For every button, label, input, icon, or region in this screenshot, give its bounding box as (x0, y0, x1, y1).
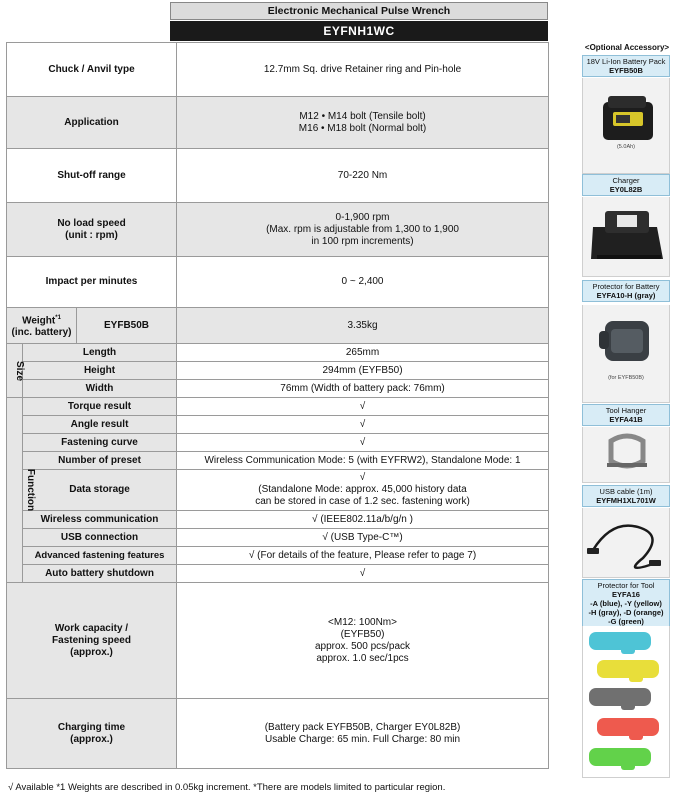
width-label: Width (23, 380, 177, 398)
row-advanced (7, 547, 549, 565)
autooff-value: √ (177, 565, 549, 583)
row-torque (7, 398, 549, 416)
height-label: Height (23, 362, 177, 380)
angle-value: √ (177, 416, 549, 434)
protector-orange (597, 718, 659, 740)
length-label: Length (23, 344, 177, 362)
row-usb (7, 529, 549, 547)
protector-battery-image (582, 305, 670, 403)
accessory-hanger-header (582, 404, 670, 426)
application-line2: M16 • M18 bolt (Normal bolt) (298, 122, 427, 134)
hanger-image (582, 427, 670, 483)
noload-label2: (unit : rpm) (65, 229, 118, 241)
charging-label2: (approx.) (70, 733, 113, 745)
wireless-value: √ (IEEE802.11a/b/g/n ) (177, 511, 549, 529)
length-value: 265mm (177, 344, 549, 362)
spec-table (6, 42, 549, 769)
work-label (7, 583, 177, 699)
row-weight (7, 308, 549, 344)
storage-label: Data storage (23, 470, 177, 511)
footer-note: √ Available *1 Weights are described in 0.05kg increment. *There are models limited to particular region. (8, 782, 446, 793)
charger-icon (583, 197, 671, 277)
torque-label: Torque result (23, 398, 177, 416)
work-line1: <M12: 100Nm> (328, 616, 397, 628)
row-angle (7, 416, 549, 434)
row-charging (7, 699, 549, 769)
shutoff-value: 70-220 Nm (177, 149, 549, 203)
width-value: 76mm (Width of battery pack: 76mm) (177, 380, 549, 398)
protector-battery-caption: (for EYFB50B) (608, 375, 644, 381)
accessory-usb-header (582, 485, 670, 507)
row-storage (7, 470, 549, 511)
application-label: Application (7, 97, 177, 149)
row-shutoff (7, 149, 549, 203)
storage-value (177, 470, 549, 511)
protector-gray (589, 688, 651, 710)
protector-tool-name: Protector for Tool (597, 581, 655, 590)
protector-tool-image (582, 626, 670, 778)
accessory-charger-header (582, 174, 670, 196)
charger-name: Charger (612, 176, 640, 185)
advanced-value: √ (For details of the feature, Please refer to page 7) (177, 547, 549, 565)
noload-line3: in 100 rpm increments) (311, 235, 414, 247)
weight-label-text: Weight (22, 315, 56, 327)
accessory-battery-header (582, 55, 670, 77)
battery-code: EYFB50B (609, 66, 643, 75)
preset-value: Wireless Communication Mode: 5 (with EYFRW2), Standalone Mode: 1 (177, 452, 549, 470)
charging-line1: (Battery pack EYFB50B, Charger EY0L82B) (264, 721, 461, 733)
row-work (7, 583, 549, 699)
row-curve (7, 434, 549, 452)
battery-protector-icon (583, 305, 671, 375)
protector-tool-variants1: -A (blue), -Y (yellow) (590, 599, 662, 608)
accessory-title: <Optional Accessory> (584, 43, 670, 52)
shutoff-label: Shut-off range (7, 149, 177, 203)
row-autooff (7, 565, 549, 583)
charging-line2: Usable Charge: 65 min. Full Charge: 80 min (264, 733, 461, 745)
work-label1: Work capacity / (54, 622, 129, 634)
noload-line2: (Max. rpm is adjustable from 1,300 to 1,900 (266, 223, 459, 235)
charging-label1: Charging time (57, 721, 126, 733)
work-value (177, 583, 549, 699)
autooff-label: Auto battery shutdown (23, 565, 177, 583)
protector-tool-code: EYFA16 (612, 590, 640, 599)
row-impact (7, 257, 549, 308)
weight-label (7, 308, 77, 344)
function-group-label: Function (7, 398, 23, 583)
work-line4: approx. 1.0 sec/1pcs (316, 652, 409, 664)
chuck-value: 12.7mm Sq. drive Retainer ring and Pin-hole (177, 43, 549, 97)
protector-green (589, 748, 651, 770)
usb-cable-code: EYFMH1XL701W (596, 496, 656, 505)
weight-value: 3.35kg (177, 308, 549, 344)
chuck-label: Chuck / Anvil type (7, 43, 177, 97)
weight-label2: (inc. battery) (11, 327, 72, 339)
row-width (7, 380, 549, 398)
noload-value (177, 203, 549, 257)
wireless-label: Wireless communication (23, 511, 177, 529)
impact-label: Impact per minutes (7, 257, 177, 308)
protector-blue (589, 632, 651, 654)
noload-label1: No load speed (57, 217, 126, 229)
charger-image (582, 197, 670, 277)
angle-label: Angle result (23, 416, 177, 434)
model-header: EYFNH1WC (170, 21, 548, 41)
charging-label (7, 699, 177, 769)
work-label3: (approx.) (70, 646, 113, 658)
storage-line2: (Standalone Mode: approx. 45,000 history data (258, 484, 467, 495)
work-label2: Fastening speed (52, 634, 131, 646)
application-line1: M12 • M14 bolt (Tensile bolt) (299, 110, 426, 122)
row-chuck (7, 43, 549, 97)
accessory-protector-tool-header (582, 579, 670, 628)
torque-value: √ (177, 398, 549, 416)
usb-label: USB connection (23, 529, 177, 547)
curve-value: √ (177, 434, 549, 452)
protector-tool-variants3: -G (green) (608, 617, 644, 626)
protector-tool-variants2: -H (gray), -D (orange) (588, 608, 664, 617)
charging-value (177, 699, 549, 769)
usb-value: √ (USB Type-C™) (177, 529, 549, 547)
battery-caption: (5.0Ah) (616, 144, 636, 150)
protector-battery-name: Protector for Battery (592, 282, 660, 291)
storage-line1: √ (359, 472, 366, 483)
size-group-label: Size (7, 344, 23, 398)
work-line2: (EYFB50) (340, 628, 385, 640)
row-preset (7, 452, 549, 470)
advanced-label: Advanced fastening features (23, 547, 177, 565)
battery-image (582, 78, 670, 174)
storage-line3: can be stored in case of 1.2 sec. fastening work) (255, 496, 470, 507)
product-type-header: Electronic Mechanical Pulse Wrench (170, 2, 548, 20)
row-height (7, 362, 549, 380)
noload-line1: 0-1,900 rpm (335, 211, 390, 223)
row-length (7, 344, 549, 362)
curve-label: Fastening curve (23, 434, 177, 452)
tool-protector-icon (583, 626, 671, 778)
protector-battery-code: EYFA10-H (gray) (596, 291, 656, 300)
weight-footnote-mark: *1 (55, 314, 61, 321)
row-wireless (7, 511, 549, 529)
tool-hanger-icon (583, 427, 671, 483)
hanger-code: EYFA41B (609, 415, 643, 424)
row-noload (7, 203, 549, 257)
application-value (177, 97, 549, 149)
hanger-name: Tool Hanger (605, 406, 647, 415)
row-application (7, 97, 549, 149)
work-line3: approx. 500 pcs/pack (314, 640, 411, 652)
usb-cable-icon (583, 508, 671, 578)
charger-code: EY0L82B (609, 185, 643, 194)
usb-cable-name: USB cable (1m) (599, 487, 653, 496)
weight-battery: EYFB50B (77, 308, 177, 344)
usb-cable-image (582, 508, 670, 578)
height-value: 294mm (EYFB50) (177, 362, 549, 380)
preset-label: Number of preset (23, 452, 177, 470)
noload-label (7, 203, 177, 257)
accessory-protector-battery-header (582, 280, 670, 302)
impact-value: 0 ~ 2,400 (177, 257, 549, 308)
protector-yellow (597, 660, 659, 682)
battery-name: 18V Li-Ion Battery Pack (586, 57, 666, 66)
